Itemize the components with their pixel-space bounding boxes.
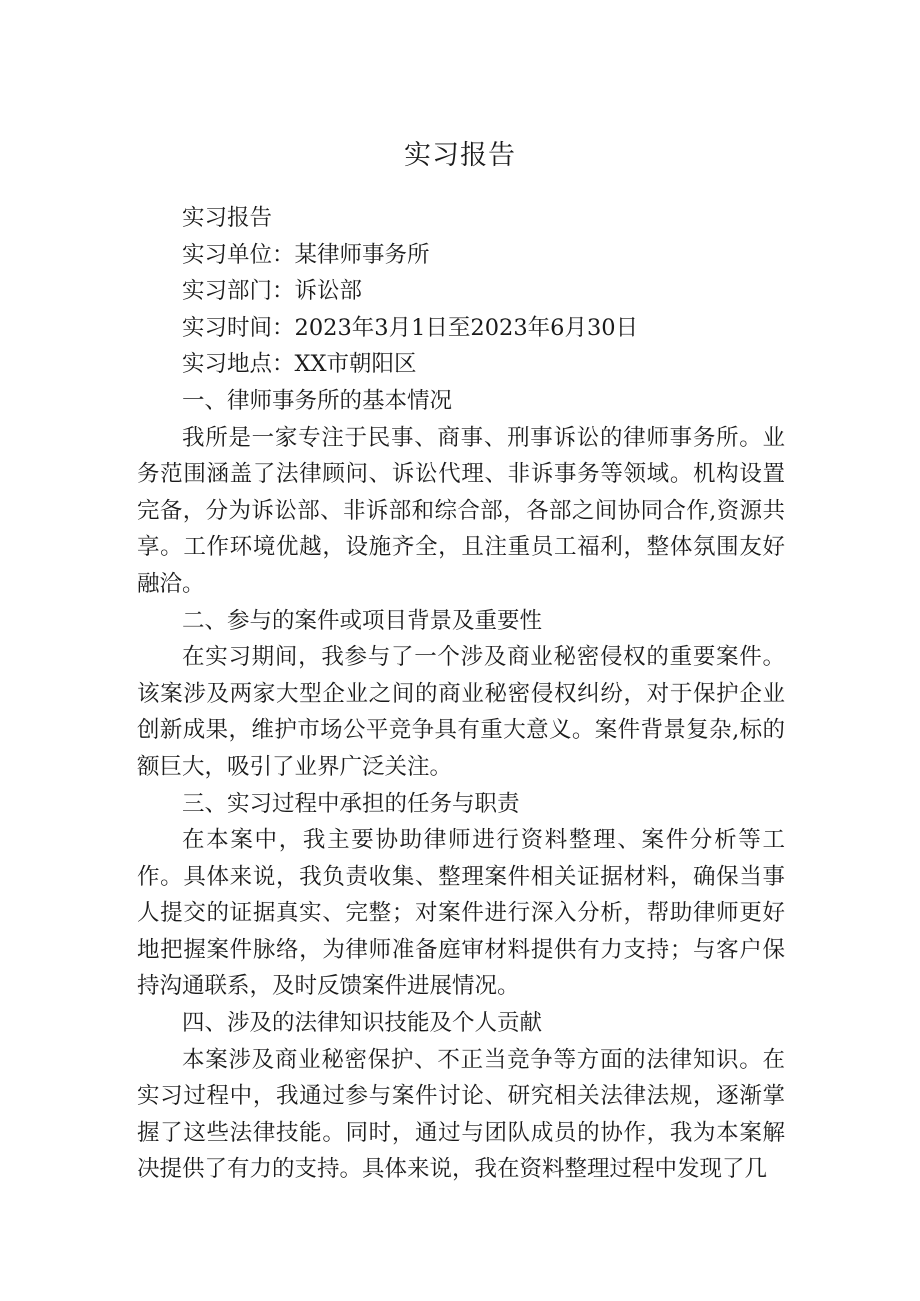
document-title: 实习报告 <box>404 140 516 171</box>
section-heading-3: 三、实习过程中承担的任务与职责 <box>182 790 520 817</box>
header-line-department: 实习部门：诉讼部 <box>182 278 363 305</box>
header-line-unit: 实习单位：某律师事务所 <box>182 241 430 268</box>
section-paragraph-4: 本案涉及商业秘密保护、不正当竞争等方面的法律知识。在实习过程中，我通过参与案件讨论、研究相关法律法规，逐渐掌握了这些法律技能。同时，通过与团队成员的协作，我为本案解决提供了有力的支持。具体来说，我在资料整理过程中发现了几 <box>137 1046 785 1183</box>
header-line-period: 实习时间：2023年3月1日至2023年6月30日 <box>182 314 639 341</box>
header-line-location: 实习地点：XX市朝阳区 <box>182 351 417 378</box>
section-paragraph-1: 我所是一家专注于民事、商事、刑事诉讼的律师事务所。业务范围涵盖了法律顾问、诉讼代理、非诉事务等领域。机构设置完备，分为诉讼部、非诉部和综合部，各部之间协同合作,资源共享。工作环境优越，设施齐全，且注重员工福利，整体氛围友好融洽。 <box>137 424 785 597</box>
section-paragraph-3: 在本案中，我主要协助律师进行资料整理、案件分析等工作。具体来说，我负责收集、整理案件相关证据材料，确保当事人提交的证据真实、完整；对案件进行深入分析，帮助律师更好地把握案件脉络，为律师准备庭审材料提供有力支持；与客户保持沟通联系，及时反馈案件进展情况。 <box>137 827 785 1000</box>
section-heading-2: 二、参与的案件或项目背景及重要性 <box>182 607 543 634</box>
header-line-report: 实习报告 <box>182 205 273 231</box>
document-body <box>137 200 785 1188</box>
section-heading-4: 四、涉及的法律知识技能及个人贡献 <box>182 1010 543 1037</box>
section-paragraph-2: 在实习期间，我参与了一个涉及商业秘密侵权的重要案件。该案涉及两家大型企业之间的商业秘密侵权纠纷，对于保护企业创新成果，维护市场公平竞争具有重大意义。案件背景复杂,标的额巨大，吸引了业界广泛关注。 <box>137 644 785 780</box>
section-heading-1: 一、律师事务所的基本情况 <box>182 387 453 414</box>
